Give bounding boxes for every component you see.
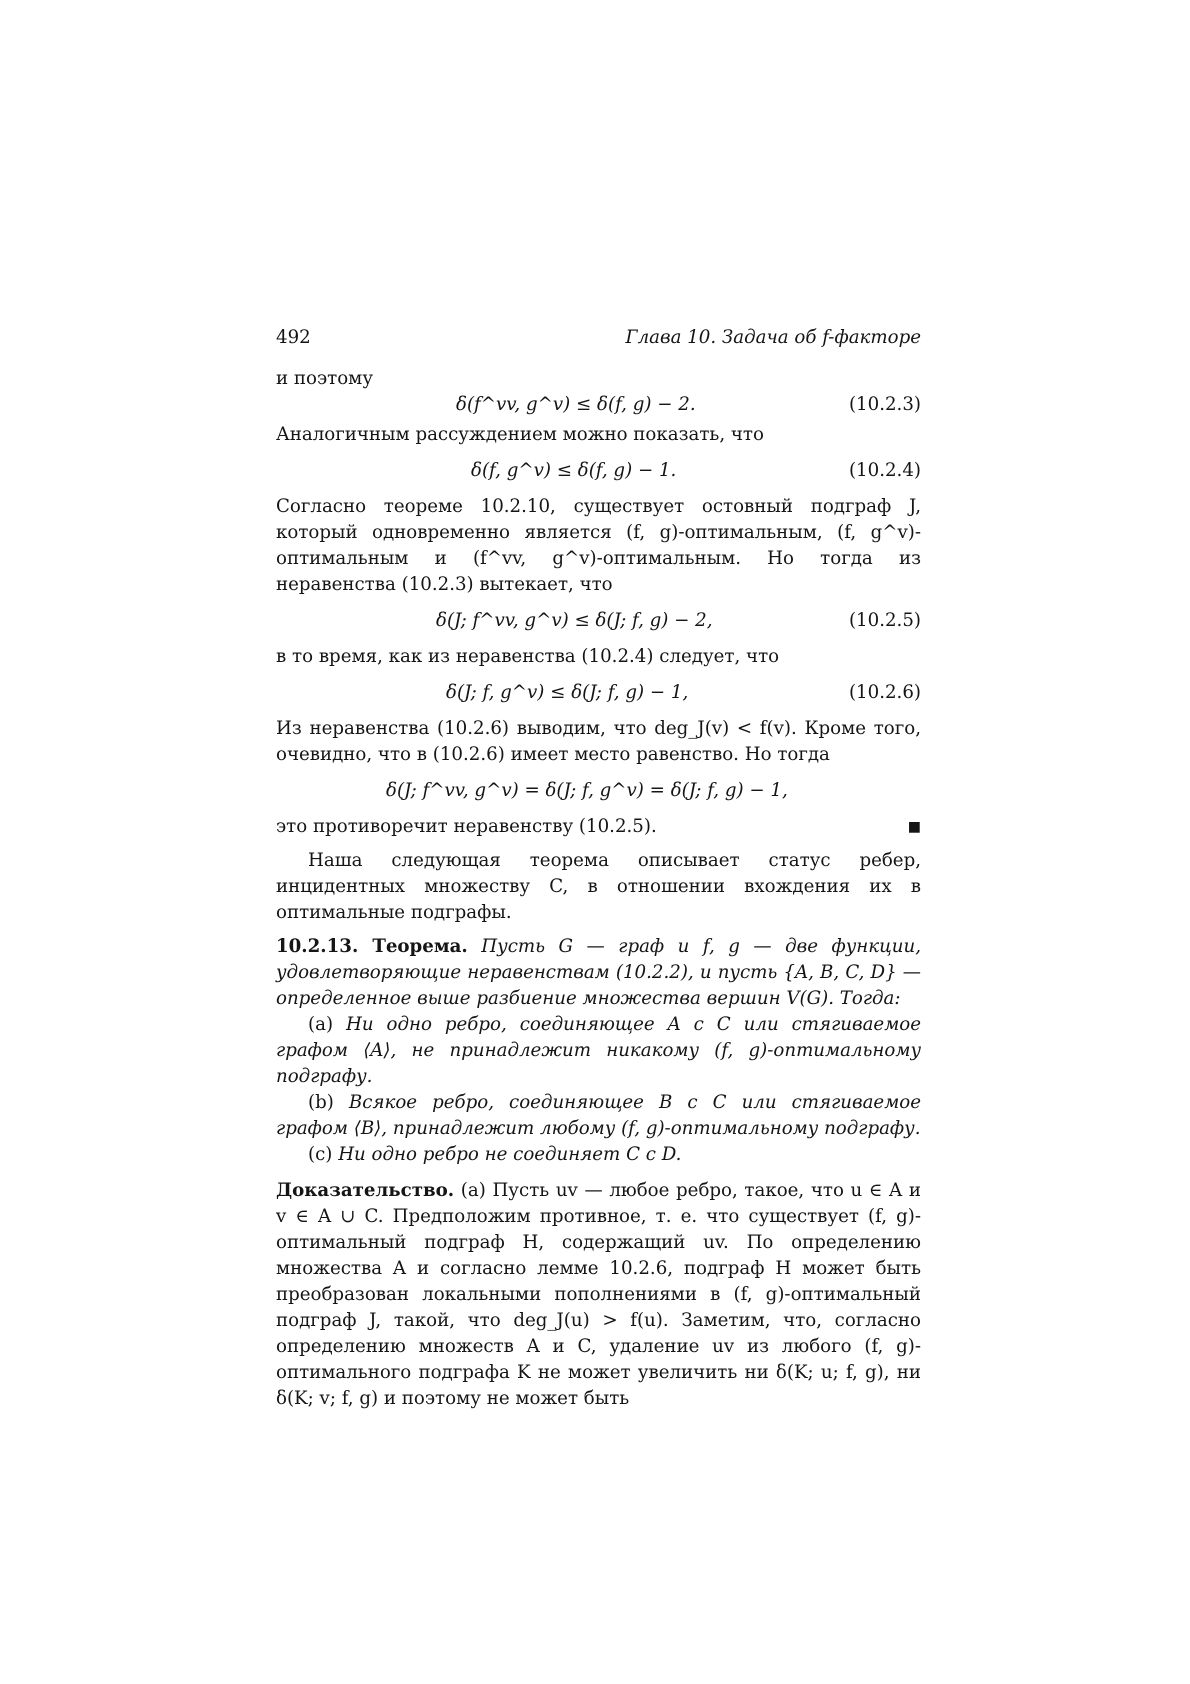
item-c-label: (c): [308, 1144, 333, 1165]
paragraph-3: Согласно теореме 10.2.10, существует остовный подграф J, который одновременно является (f, g)-оптимальным, (f, g^v)-оптимальным и (f^vv, g^v)-оптимальным. Но тогда из неравенства (10.2.3) вытекает, что: [276, 496, 921, 595]
equation-10-2-5: [276, 608, 921, 634]
paragraph-5: Из неравенства (10.2.6) выводим, что deg_J(v) < f(v). Кроме того, очевидно, что в (10.2.6) имеет место равенство. Но тогда: [276, 718, 921, 765]
equation-10-2-3: [276, 392, 921, 418]
equation-formula: δ(f, g^v) ≤ δ(f, g) − 1.: [471, 460, 677, 481]
theorem-statement: [276, 934, 921, 1012]
equation-chain: [276, 778, 921, 804]
equation-number: (10.2.4): [848, 460, 921, 481]
item-b-text: Всякое ребро, соединяющее B с C или стягиваемое графом ⟨B⟩, принадлежит любому (f, g)-оптимальному подграфу.: [276, 1092, 921, 1139]
equation-formula: δ(f^vv, g^v) ≤ δ(f, g) − 2.: [456, 394, 696, 415]
theorem-item-b: [276, 1090, 921, 1142]
proof-paragraph: [276, 1178, 921, 1412]
page-number: 492: [276, 327, 311, 348]
proof-heading: Доказательство.: [276, 1180, 455, 1201]
equation-10-2-4: [276, 458, 921, 484]
page-header: [276, 325, 921, 351]
theorem-10-2-13: [276, 934, 921, 1168]
running-title: Глава 10. Задача об f-факторе: [625, 327, 921, 348]
item-a-text: Ни одно ребро, соединяющее A с C или стягиваемое графом ⟨A⟩, не принадлежит никакому (f, g)-оптимальному подграфу.: [276, 1014, 921, 1087]
paragraph-2: Аналогичным рассуждением можно показать, что: [276, 424, 764, 445]
theorem-heading: 10.2.13. Теорема.: [276, 936, 468, 957]
equation-number: (10.2.6): [848, 682, 921, 703]
theorem-text: Пусть G — граф и f, g — две функции, удовлетворяющие неравенствам (10.2.2), и пусть {A, B, C, D} — определенное выше разбиение множества вершин V(G). Тогда:: [276, 936, 921, 1009]
equation-formula: δ(J; f^vv, g^v) ≤ δ(J; f, g) − 2,: [436, 610, 713, 631]
item-c-text: Ни одно ребро не соединяет C с D.: [338, 1144, 682, 1165]
equation-number: (10.2.3): [848, 394, 921, 415]
equation-number: (10.2.5): [848, 610, 921, 631]
proof-text: (a) Пусть uv — любое ребро, такое, что u ∈ A и v ∈ A ∪ C. Предположим противное, т. е. что существует (f, g)-оптимальный подграф H, содержащий uv. По определению множества A и согласно лемме 10.2.6, подграф H может быть преобразован локальными пополнениями в (f, g)-оптимальный подграф J, такой, что deg_J(u) > f(u). Заметим, что, согласно определению множеств A и C, удаление uv из любого (f, g)-оптимального подграфа K не может увеличить ни δ(K; u; f, g), ни δ(K; v; f, g) и поэтому не может быть: [276, 1180, 921, 1409]
paragraph-6: это противоречит неравенству (10.2.5).: [276, 816, 657, 837]
book-page: [276, 325, 921, 1412]
theorem-item-c: [276, 1142, 921, 1168]
proof-end-line: [276, 814, 921, 840]
equation-formula: δ(J; f^vv, g^v) = δ(J; f, g^v) = δ(J; f, g) − 1,: [386, 780, 788, 801]
item-b-label: (b): [308, 1092, 334, 1113]
paragraph-4: в то время, как из неравенства (10.2.4) следует, что: [276, 646, 780, 667]
theorem-item-a: [276, 1012, 921, 1090]
equation-formula: δ(J; f, g^v) ≤ δ(J; f, g) − 1,: [446, 682, 689, 703]
qed-square-icon: ■: [907, 819, 921, 835]
paragraph-1: и поэтому: [276, 368, 374, 389]
equation-10-2-6: [276, 680, 921, 706]
item-a-label: (a): [308, 1014, 334, 1035]
paragraph-7: Наша следующая теорема описывает статус ребер, инцидентных множеству C, в отношении вхождения их в оптимальные подграфы.: [276, 850, 921, 923]
